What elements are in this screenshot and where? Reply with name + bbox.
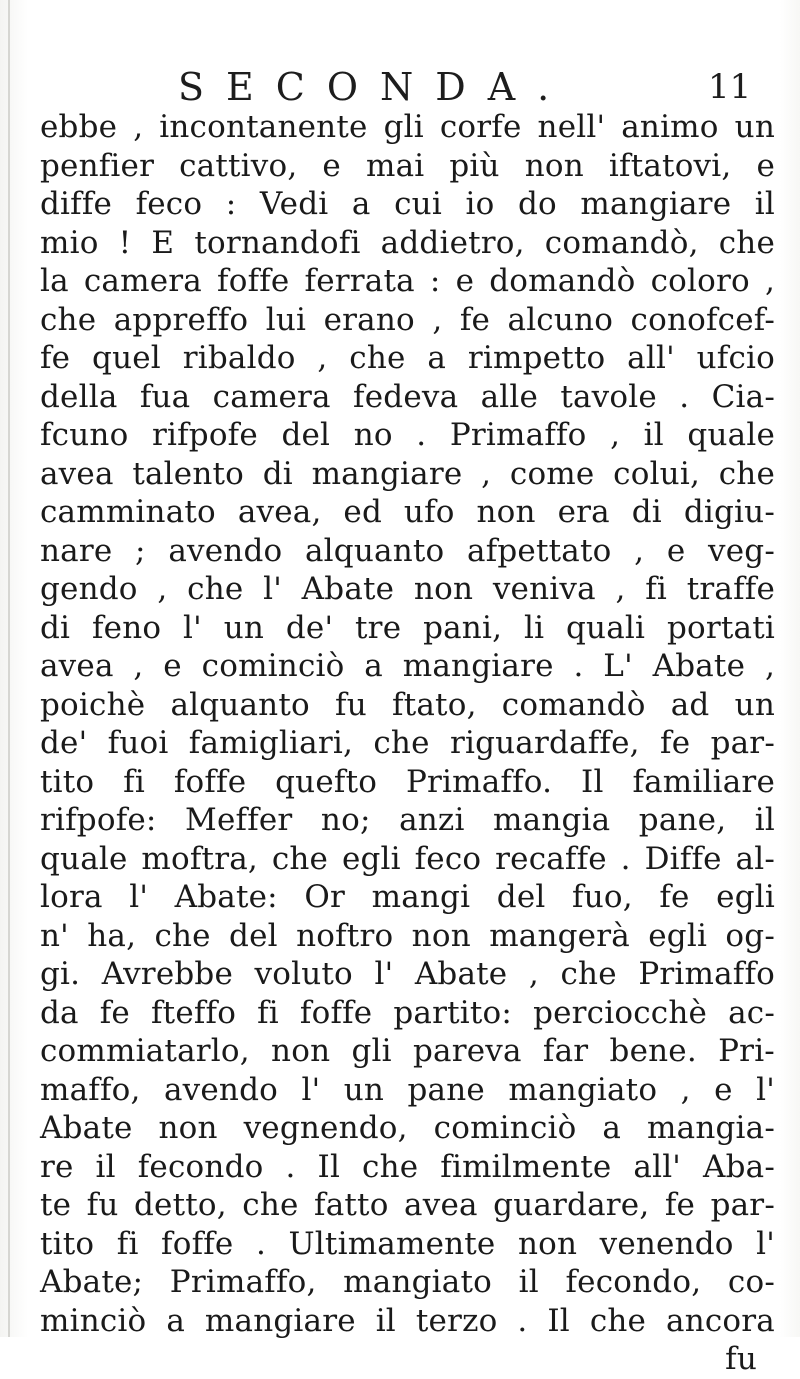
text-line: nare ; avendo alquanto afpettato , e veg- (40, 532, 775, 569)
page-gutter-edge (8, 0, 10, 1337)
text-line: la camera foffe ferrata : e domandò coloro , (40, 263, 775, 299)
text-line: gi. Avrebbe voluto l' Abate , che Primaffo (40, 956, 775, 992)
text-line: camminato avea, ed ufo non era di digiu- (40, 494, 775, 530)
text-line: n' ha, che del noftro non mangerà egli og- (40, 917, 775, 954)
text-line: diffe feco : Vedi a cui io do mangiare il (40, 186, 775, 222)
text-line: tito fi foffe . Ultimamente non venendo l' (40, 1225, 775, 1262)
page-number: 11 (708, 67, 752, 107)
text-line: che appreffo lui erano , fe alcuno conofcef- (40, 301, 775, 338)
text-line: rifpofe: Meffer no; anzi mangia pane, il (40, 802, 775, 838)
text-line: Abate; Primaffo, mangiato il fecondo, co- (40, 1264, 775, 1300)
text-line: fe quel ribaldo , che a rimpetto all' ufcio (40, 340, 775, 376)
text-line: quale moftra, che egli feco recaffe . Diffe al- (40, 840, 775, 877)
running-head: SECONDA. (178, 65, 572, 109)
catchword: fu (725, 1341, 757, 1377)
text-line: da fe fteffo fi foffe partito: perciocchè ac- (40, 994, 775, 1031)
text-line: mio ! E tornandofi addietro, comandò, che (40, 224, 775, 261)
text-line: penfier cattivo, e mai più non iftatovi, e (40, 147, 775, 184)
text-line: di feno l' un de' tre pani, li quali portati (40, 609, 775, 646)
text-line: avea , e cominciò a mangiare . L' Abate , (40, 648, 775, 684)
text-line: de' fuoi famigliari, che riguardaffe, fe par- (40, 725, 775, 761)
text-line: ebbe , incontanente gli corfe nell' animo un (40, 109, 775, 145)
text-line: tito fi foffe quefto Primaffo. Il familiare (40, 763, 775, 800)
text-line: avea talento di mangiare , come colui, che (40, 455, 775, 492)
text-line: re il fecondo . Il che fimilmente all' Aba- (40, 1148, 775, 1185)
text-line: della fua camera fedeva alle tavole . Cia- (40, 378, 775, 415)
text-line: Abate non vegnendo, cominciò a mangia- (40, 1110, 775, 1146)
text-line: maffo, avendo l' un pane mangiato , e l' (40, 1071, 775, 1108)
text-line: poichè alquanto fu ftato, comandò ad un (40, 686, 775, 723)
text-line: fcuno rifpofe del no . Primaffo , il quale (40, 417, 775, 453)
text-line: te fu detto, che fatto avea guardare, fe par- (40, 1187, 775, 1223)
page-header (178, 62, 798, 112)
text-line: gendo , che l' Abate non veniva , fi traffe (40, 571, 775, 607)
body-text (40, 108, 775, 1379)
text-line: minciò a mangiare il terzo . Il che ancora (40, 1302, 775, 1339)
text-line: lora l' Abate: Or mangi del fuo, fe egli (40, 879, 775, 915)
text-line: commiatarlo, non gli pareva far bene. Pri- (40, 1033, 775, 1069)
